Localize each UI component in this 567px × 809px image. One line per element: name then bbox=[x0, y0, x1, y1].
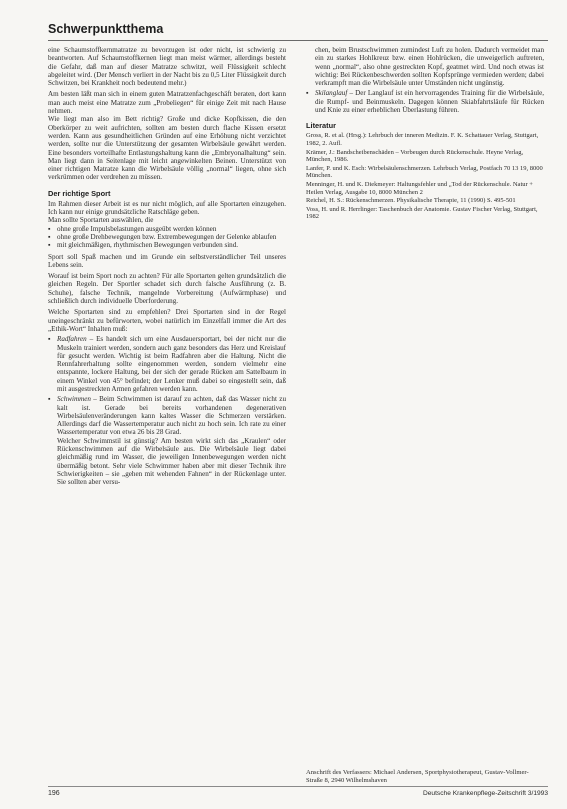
term-description: – Es handelt sich um eine Ausdauersportart, bei der nicht nur die Muskeln trainiert werden, sondern auch ganz besonders das Herz und Kreislauf für gesucht werden. Wichtig ist beim Radfahren aber die Haltung. Nicht die Rennfahrerhaltung sollte eingenommen werden, sondern vielmehr eine entspannte, lockere Haltung, bei der sich der gerade Rücken am Sattelbaum in einem Winkel von 45° befindet; der Lenker muß dabei so eingestellt sein, daß mit ausgestreckten Armen gefahren werden kann. bbox=[57, 335, 286, 393]
literature-item: Gross, R. et al. (Hrsg.): Lehrbuch der inneren Medizin. F. K. Schattauer Verlag, Stuttgart, 1982, 2. Aufl. bbox=[306, 132, 539, 147]
sports-list bbox=[48, 335, 286, 437]
term-radfahren: Radfahren bbox=[57, 335, 87, 344]
section-heading-sport: Der richtige Sport bbox=[48, 188, 111, 198]
paragraph: Welcher Schwimmstil ist günstig? Am besten wirkt sich das „Kraulen“ oder Rückenschwimmen auf die Wirbelsäule aus. Die Wirbelsäule liegt dabei gleichmäßig rund im Wasser, die jeweiligen Innenbewegungen werden nicht übermäßig betont. Sehr viele Schwimmer haben aber mit dieser Technik ihre Schwierigkeiten – sie „gehen mit wehenden Fahnen“ in der Rückenlage unter. Sie sollten aber versu- bbox=[57, 436, 286, 487]
paragraph: Worauf ist beim Sport noch zu achten? Für alle Sportarten gelten grundsätzlich die gleichen Regeln. Der Sportler schadet sich durch falsche Ausführung (z. B. Schuhe), falsche Technik, mangelnde Vorbereitung (Aufwärmphase) und schließlich durch individuelle Überforderung. bbox=[48, 272, 286, 306]
paragraph: Im Rahmen dieser Arbeit ist es nur nicht möglich, auf alle Sportarten einzugehen. Ich kann nur einige grundsätzliche Ratschläge geben. bbox=[48, 199, 286, 217]
header-rule bbox=[48, 40, 548, 41]
literature-item: Voss, H. und R. Herrlinger: Taschenbuch der Anatomie. Gustav Fischer Verlag, Stuttgart, 1982 bbox=[306, 205, 538, 221]
section-heading-literatur: Literatur bbox=[306, 121, 336, 131]
term-description: – Beim Schwimmen ist darauf zu achten, daß das Wasser nicht zu kalt ist. Gerade bei bereits vorhandenen degenerativen Wirbelsäulenveränderungen kann kaltes Wasser die Schmerzen verstärken. Allerdings darf die Wassertemperatur auch nicht zu hoch sein. Ich rate zu einer Wassertemperatur von etwa 26 bis 28 Grad. bbox=[57, 395, 286, 437]
term-schwimmen: Schwimmen bbox=[57, 395, 91, 404]
literature-item: Menninger, H. und K. Diekmeyer: Haltungsfehler und „Tod der Rückenschule. Natur + Heilen Verlag, Ausgabe 10, 8000 München 2 bbox=[306, 180, 533, 196]
right-column bbox=[306, 46, 544, 222]
term-description: – Der Langlauf ist ein hervorragendes Training für die Wirbelsäule, die Rumpf- und Beinmuskeln. Dagegen können Skiabfahrtsläufe für Rücken und Knie zu einer erheblichen Überlastung führen. bbox=[315, 89, 544, 115]
sports-list-cont bbox=[306, 89, 544, 114]
list-item: ▪ ohne große Impulsbelastungen ausgeübt werden können bbox=[48, 225, 286, 233]
page-header-title: Schwerpunktthema bbox=[48, 22, 164, 36]
criteria-list bbox=[48, 225, 286, 250]
term-skilanglauf: Skilanglauf bbox=[315, 89, 348, 98]
literature-item: Krämer, J.: Bandscheibenschäden – Vorbeugen durch Rückenschule. Heyne Verlag, München, 1986. bbox=[306, 148, 524, 164]
paragraph: eine Schaumstoffkernmatratze zu bevorzugen ist oder nicht, ist schwierig zu beantworten. Auf Schaumstoffkernen liegt man meist wärmer, allerdings besteht die Gefahr, daß man auf dieser Matratze schwitzt, weil Flüssigkeit schlecht abgeleitet wird. (Der Mensch verliert in der Nacht bis zu 0,5 Liter Flüssigkeit durch Schwitzen, bei Krankheit noch bedeutend mehr.) bbox=[48, 46, 286, 88]
list-item-skilanglauf bbox=[306, 89, 544, 114]
literature-list bbox=[306, 132, 544, 221]
footer-rule bbox=[48, 786, 548, 787]
author-address: Anschrift des Verfassers: Michael Andersen, Sportphysiotherapeut, Gustav-Vollmer-Straße 8, 2940 Wilhelmshaven bbox=[306, 769, 529, 784]
page-number: 196 bbox=[48, 790, 60, 797]
list-item-schwimmen bbox=[48, 395, 286, 436]
journal-reference: Deutsche Krankenpflege-Zeitschrift 3/1993 bbox=[423, 790, 548, 797]
paragraph: chen, beim Brustschwimmen zumindest Luft zu holen. Dadurch vermeidet man ein zu starkes Hohlkreuz bzw. einen Hohlrücken, die unweigerlich auftreten, wenn „normal“, also ohne gestreckten Kopf, geatmet wird. Und noch etwas ist wichtig: Bei Rückenbeschwerden sollten Kopfsprünge vermieden werden; dabei verkrampft man die Wirbelsäule unter Umständen nicht ungünstig. bbox=[315, 46, 544, 88]
paragraph: Man sollte Sportarten auswählen, die bbox=[48, 216, 154, 225]
paragraph: Sport soll Spaß machen und im Grunde ein selbstverständlicher Teil unseres Lebens sein. bbox=[48, 252, 286, 269]
literature-item: Lanfer, P. und K. Esch: Wirbelsäulenschmerzen. Lehrbuch Verlag, Postfach 70 13 19, 8000 München. bbox=[306, 164, 543, 180]
paragraph: Am besten läßt man sich in einem guten Matratzenfachgeschäft beraten, dort kann man auch meist eine Matratze zum „Probeliegen“ für einige Zeit mit nach Hause nehmen. bbox=[48, 90, 286, 116]
paragraph: Wie liegt man also im Bett richtig? Große und dicke Kopfkissen, die den Oberkörper zu weit aufrichten, sollten am besten durch flache Kissen ersetzt werden. Kann aus gesundheitlichen Gründen auf eine Erhöhung nicht verzichtet werden, sollte nur die Unterstützung der gesamten Wirbelsäule gewährt werden. Eine besonders vorteilhafte Entlastungshaltung kann die „Embryonalhaltung“ sein. Man liegt dann in Seitenlage mit leicht angewinkelten Beinen. Unterstützt von einer richtigen Matratze kann die Wirbelsäule völlig „normal“ liegen, ohne sich verkrümmen oder verdrehen zu müssen. bbox=[48, 115, 286, 182]
paragraph: Welche Sportarten sind zu empfehlen? Drei Sportarten sind in der Regel uneingeschränkt zu befürworten, wobei natürlich im Einzelfall immer die Art des „Ethik-Wort“ Inhalten muß: bbox=[48, 308, 286, 333]
list-item: ▪ ohne große Drehbewegungen bzw. Extrembewegungen der Gelenke ablaufen bbox=[48, 233, 286, 241]
left-column bbox=[48, 46, 286, 487]
list-item-radfahren bbox=[48, 335, 286, 393]
literature-item: Reichel, H. S.: Rückenschmerzen. Physikalische Therapie, 11 (1990) S. 495-501 bbox=[306, 197, 516, 205]
list-item: ▪ mit gleichmäßigen, rhythmischen Bewegungen verbunden sind. bbox=[48, 241, 286, 249]
